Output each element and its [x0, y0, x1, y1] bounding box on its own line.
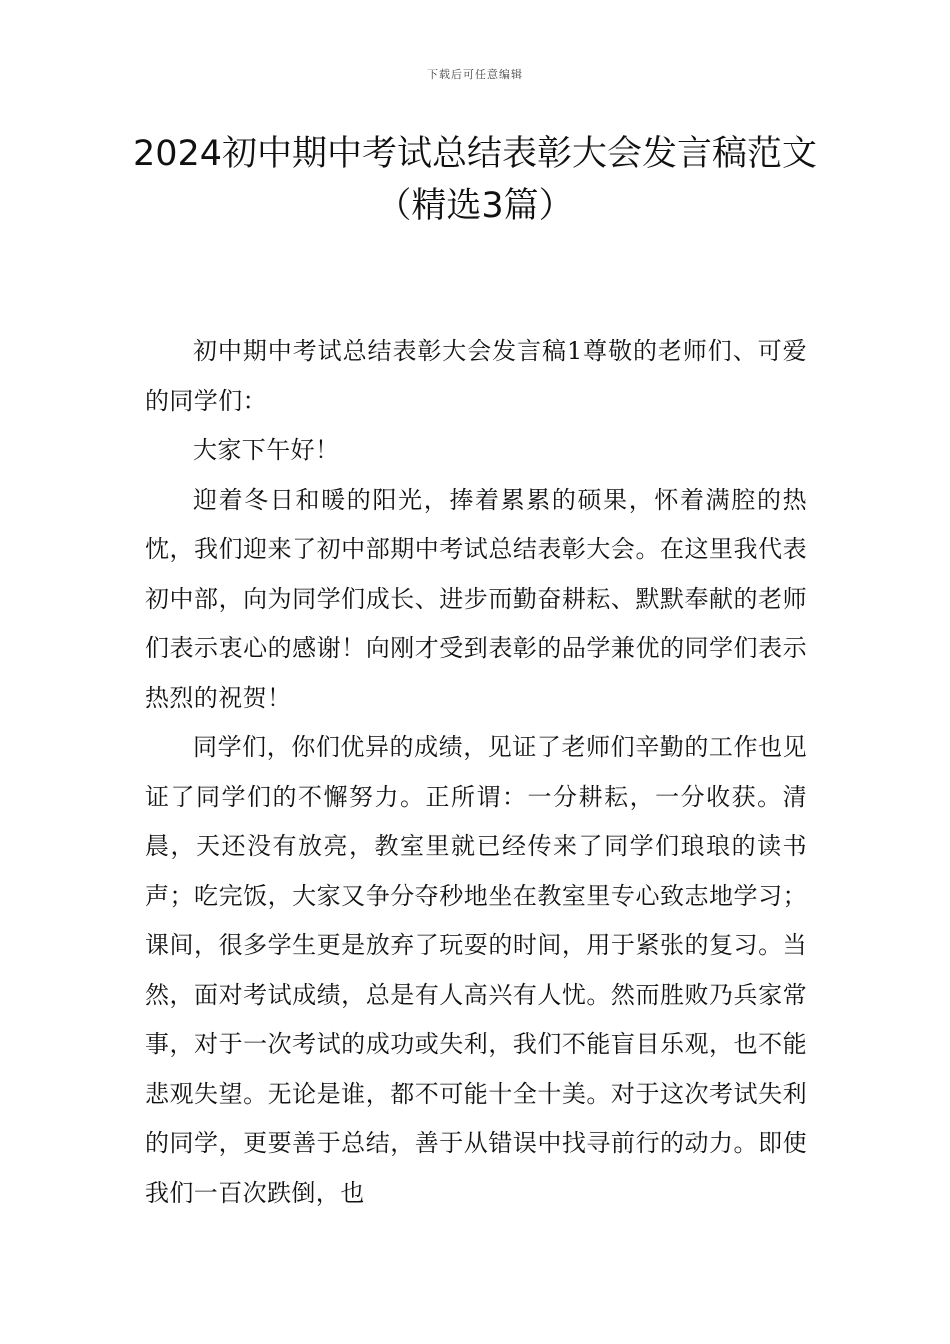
document-body [145, 327, 807, 1218]
paragraph-2: 大家下午好！ [193, 436, 340, 464]
paragraph-3: 迎着冬日和暖的阳光，捧着累累的硕果，怀着满腔的热忱，我们迎来了初中部期中考试总结表彰大会。在这里我代表初中部，向为同学们成长、进步而勤奋耕耘、默默奉献的老师们表示衷心的感谢！向刚才受到表彰的品学兼优的同学们表示热烈的祝贺！ [145, 485, 807, 712]
document-title: 2024初中期中考试总结表彰大会发言稿范文（精选3篇） [132, 134, 818, 226]
paragraph-4: 同学们，你们优异的成绩，见证了老师们辛勤的工作也见证了同学们的不懈努力。正所谓：一分耕耘，一分收获。清晨，天还没有放亮，教室里就已经传来了同学们琅琅的读书声；吃完饭，大家又争分夺秒地坐在教室里专心致志地学习；课间，很多学生更是放弃了玩耍的时间，用于紧张的复习。当然，面对考试成绩，总是有人高兴有人忧。然而胜败乃兵家常事，对于一次考试的成功或失利，我们不能盲目乐观，也不能悲观失望。无论是谁，都不可能十全十美。对于这次考试失利的同学，更要善于总结，善于从错误中找寻前行的动力。即使我们一百次跌倒，也 [145, 733, 807, 1207]
header-note: 下载后可任意编辑 [427, 68, 523, 81]
paragraph-1: 初中期中考试总结表彰大会发言稿1尊敬的老师们、可爱的同学们： [145, 337, 807, 415]
